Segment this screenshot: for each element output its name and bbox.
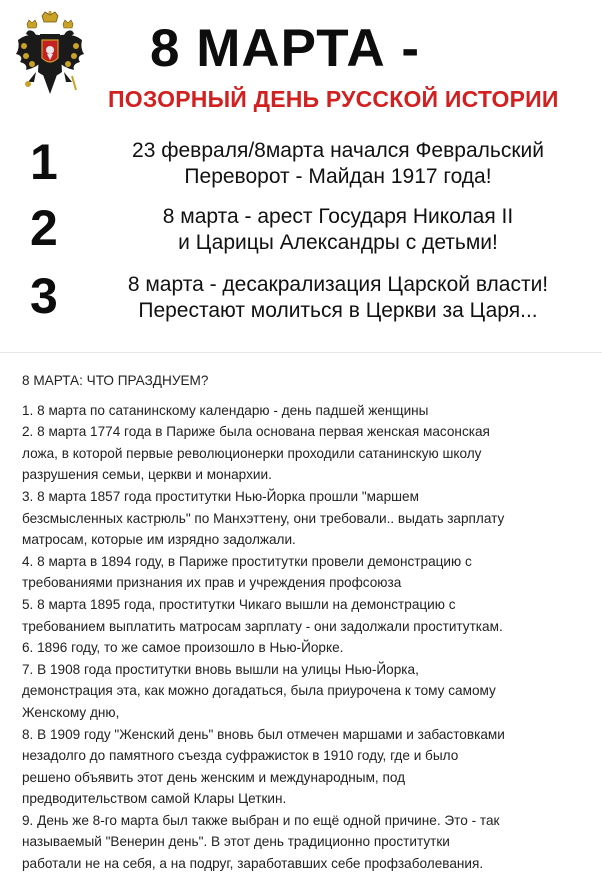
list-item-line: предводительством самой Клары Цеткин. [22,791,287,807]
poster-point-1 [0,134,602,198]
list-item-line: 4. 8 марта в 1894 году, в Париже проститутки провели демонстрацию с [22,553,472,569]
list-item-line: 6. 1896 году, то же самое произошло в Нью-Йорке. [22,640,344,656]
point-text-line: Перестают молиться в Церкви за Царя... [138,299,538,322]
point-text-line: Переворот - Майдан 1917 года! [184,165,492,188]
post-heading: 8 МАРТА: ЧТО ПРАЗДНУЕМ? [22,373,209,388]
list-item-line: ложа, в которой первые революционерки проходили сатанинскую школу [22,445,482,461]
list-item-line: безсмысленных кастрюль" по Манхэттену, они требовали.. выдать зарплату [22,510,505,526]
point-number: 2 [30,200,58,256]
list-item-line: требованиями признания их прав и учреждения профсоюза [22,575,402,591]
list-item-line: 5. 8 марта 1895 года, проститутки Чикаго вышли на демонстрацию с [22,596,456,612]
list-item-line: называемый "Венерин день". В этот день традиционно проститутки [22,834,450,850]
poster-image [0,0,602,352]
double-headed-eagle-icon [14,10,86,100]
list-item-line: 9. День же 8-го марта был также выбран и по ещё одной причине. Это - так [22,812,500,828]
list-item [22,659,597,724]
list-item-line: требованием выплатить матросам зарплату - они задолжали проституткам. [22,618,503,634]
point-text [78,204,598,256]
point-number: 3 [30,268,58,324]
point-text [78,138,598,190]
poster-point-3 [0,268,602,332]
list-item-line: 3. 8 марта 1857 года проститутки Нью-Йорка прошли "маршем [22,488,419,504]
list-item [22,400,597,422]
point-text [78,272,598,324]
list-item-line: работали не на себя, а на подруг, заработавших себе профзаболевания. [22,856,484,872]
list-item [22,486,597,551]
list-item-line: разрушения семьи, церкви и монархии. [22,467,272,483]
point-text-line: 23 февраля/8марта начался Февральский [132,139,544,162]
list-item [22,594,597,637]
point-text-line: 8 марта - арест Государя Николая II [162,205,514,228]
list-item [22,810,597,875]
divider [0,352,602,353]
list-item-line: демонстрация эта, как можно догадаться, была приурочена к тому самому [22,683,496,699]
poster-point-2 [0,200,602,264]
list-item-line: 2. 8 марта 1774 года в Париже была основана первая женская масонская [22,424,490,440]
point-text-line: и Царицы Александры с детьми! [178,231,498,254]
list-item [22,421,597,486]
list-item-line: Женскому дню, [22,704,120,720]
list-item [22,551,597,594]
list-item [22,637,597,659]
list-item-line: решено объявить этот день женским и международным, под [22,769,406,785]
list-item-line: матросам, которые им изрядно задолжали. [22,532,296,548]
list-item-line: незадолго до памятного съезда суфражисток в 1910 году, где и было [22,748,459,764]
list-item-line: 7. В 1908 года проститутки вновь вышли на улицы Нью-Йорка, [22,661,419,677]
poster-title: 8 МАРТА - [150,19,420,78]
list-item [22,724,597,810]
point-text-line: 8 марта - десакрализация Царской власти! [127,273,549,296]
list-item-line: 8. В 1909 году "Женский день" вновь был отмечен маршами и забастовками [22,726,505,742]
poster-subtitle: ПОЗОРНЫЙ ДЕНЬ РУССКОЙ ИСТОРИИ [108,86,559,112]
post-items [22,400,597,875]
post-text [22,370,597,875]
point-number: 1 [30,134,58,190]
list-item-line: 1. 8 марта по сатанинскому календарю - день падшей женщины [22,402,429,418]
